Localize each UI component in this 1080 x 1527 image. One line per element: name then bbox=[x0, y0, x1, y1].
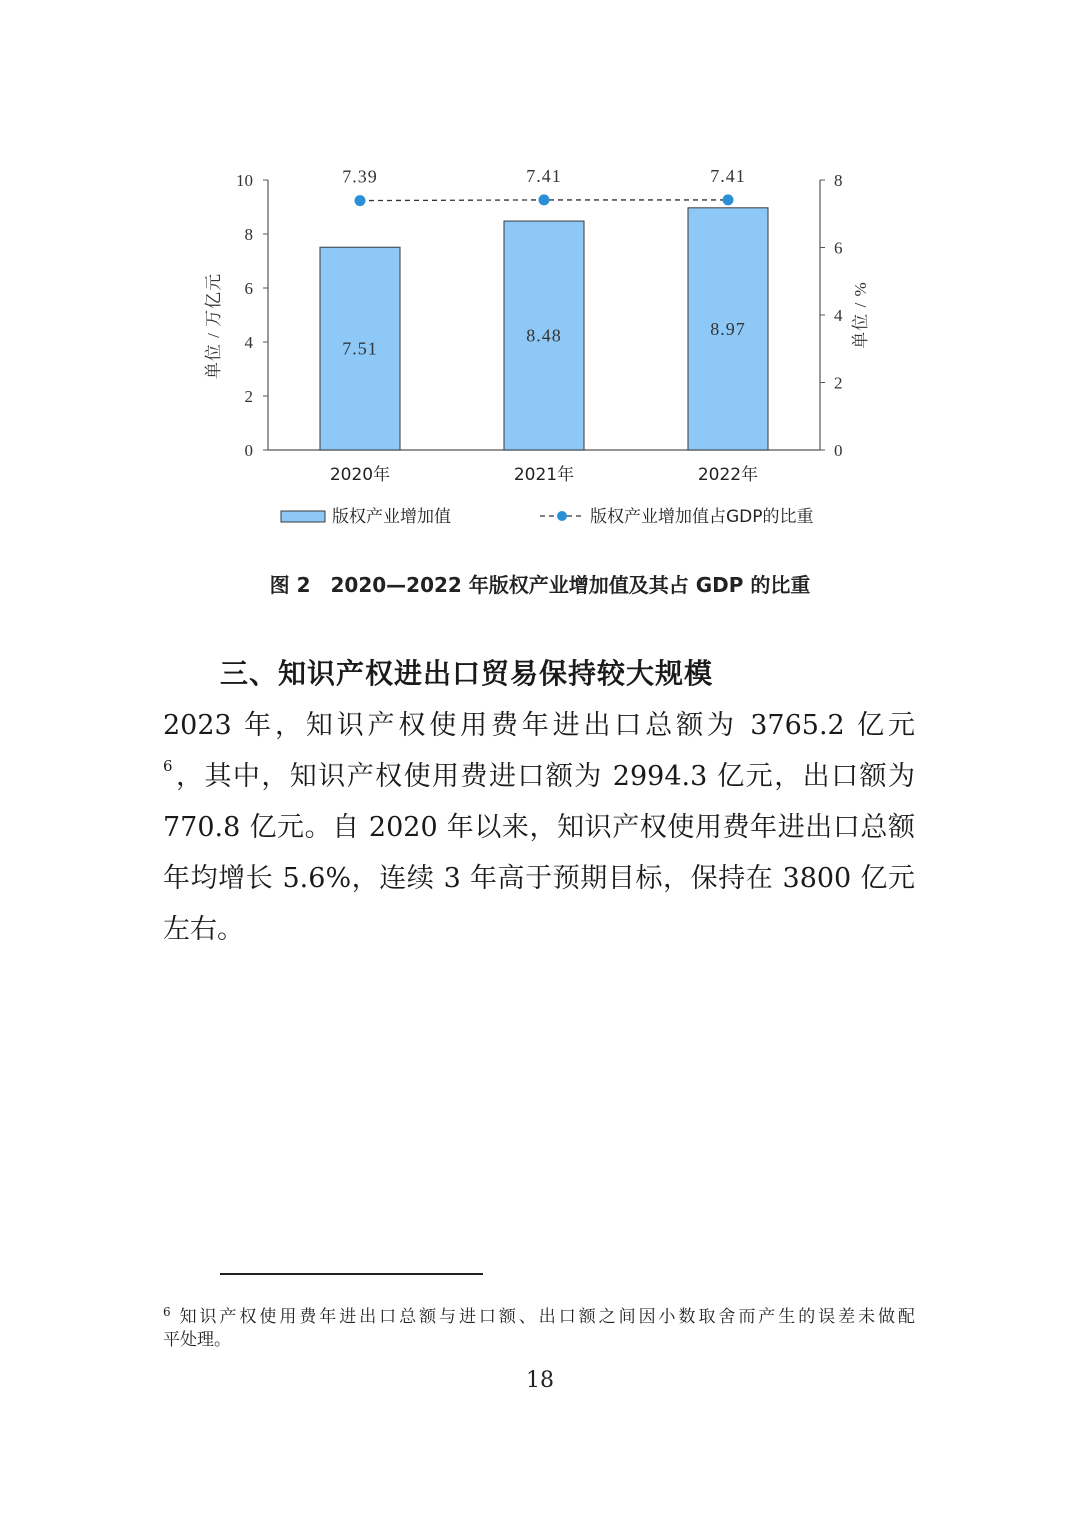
line-value-label: 7.39 bbox=[342, 166, 378, 187]
legend bbox=[281, 507, 814, 527]
line-value-label: 7.41 bbox=[710, 165, 746, 186]
paragraph-line: 年均增长 5.6%，连续 3 年高于预期目标，保持在 3800 亿元 bbox=[163, 863, 915, 894]
line-point bbox=[539, 194, 550, 205]
right-axis bbox=[820, 171, 843, 460]
legend-line-label: 版权产业增加值占GDP的比重 bbox=[590, 507, 814, 527]
footnote-reference[interactable]: 6 bbox=[163, 757, 173, 775]
bar-value-label: 8.48 bbox=[526, 325, 562, 346]
legend-line-marker bbox=[557, 511, 567, 521]
body-paragraph bbox=[163, 700, 915, 955]
line-point bbox=[355, 195, 366, 206]
right-tick-label: 8 bbox=[834, 171, 843, 190]
legend-bar-swatch bbox=[281, 511, 325, 522]
right-tick-label: 0 bbox=[834, 441, 843, 460]
left-tick-label: 10 bbox=[236, 171, 253, 190]
footnote-mark: 6 bbox=[163, 1305, 171, 1319]
right-tick-label: 4 bbox=[834, 306, 843, 325]
footnote-divider bbox=[220, 1273, 483, 1275]
paragraph-line: 770.8 亿元。自 2020 年以来，知识产权使用费年进出口总额 bbox=[163, 812, 915, 843]
bar-value-label: 8.97 bbox=[710, 318, 746, 339]
x-tick-label: 2021年 bbox=[513, 465, 575, 485]
left-tick-label: 0 bbox=[244, 441, 253, 460]
section-heading: 三、知识产权进出口贸易保持较大规模 bbox=[220, 657, 714, 690]
line-value-label: 7.41 bbox=[526, 165, 562, 186]
footnote bbox=[163, 1298, 915, 1354]
page-number: 18 bbox=[526, 1368, 554, 1393]
bar-value-label: 7.51 bbox=[342, 338, 378, 359]
line-series bbox=[342, 166, 746, 206]
bar-series bbox=[320, 208, 768, 450]
paragraph-line-text: ，其中，知识产权使用费进口额为 2994.3 亿元，出口额为 bbox=[174, 761, 915, 792]
paragraph-line: 左右。 bbox=[163, 914, 244, 945]
x-axis-labels bbox=[330, 464, 758, 485]
left-tick-label: 4 bbox=[244, 333, 253, 352]
paragraph-line bbox=[163, 751, 915, 802]
paragraph-line: 2023 年，知识产权使用费年进出口总额为 3765.2 亿元 bbox=[163, 710, 915, 741]
right-axis-title: 单位 / % bbox=[851, 281, 870, 349]
line-point bbox=[723, 194, 734, 205]
left-tick-label: 2 bbox=[244, 387, 253, 406]
legend-bar-label: 版权产业增加值 bbox=[332, 507, 451, 527]
x-tick-label: 2022年 bbox=[697, 465, 759, 485]
x-tick-label: 2020年 bbox=[329, 465, 391, 485]
right-tick-label: 2 bbox=[834, 373, 843, 393]
footnote-line: 平处理。 bbox=[163, 1330, 231, 1350]
footnote-text: 知识产权使用费年进出口总额与进口额、出口额之间因小数取舍而产生的误差未做配 bbox=[176, 1307, 915, 1327]
left-tick-label: 6 bbox=[244, 279, 253, 298]
right-tick-label: 6 bbox=[834, 238, 843, 258]
figure-caption: 图 2 2020—2022 年版权产业增加值及其占 GDP 的比重 bbox=[269, 573, 811, 597]
left-axis-title: 单位 / 万亿元 bbox=[204, 272, 223, 380]
copyright-industry-chart bbox=[0, 0, 1080, 545]
footnote-line bbox=[163, 1298, 915, 1326]
left-tick-label: 8 bbox=[244, 225, 253, 244]
